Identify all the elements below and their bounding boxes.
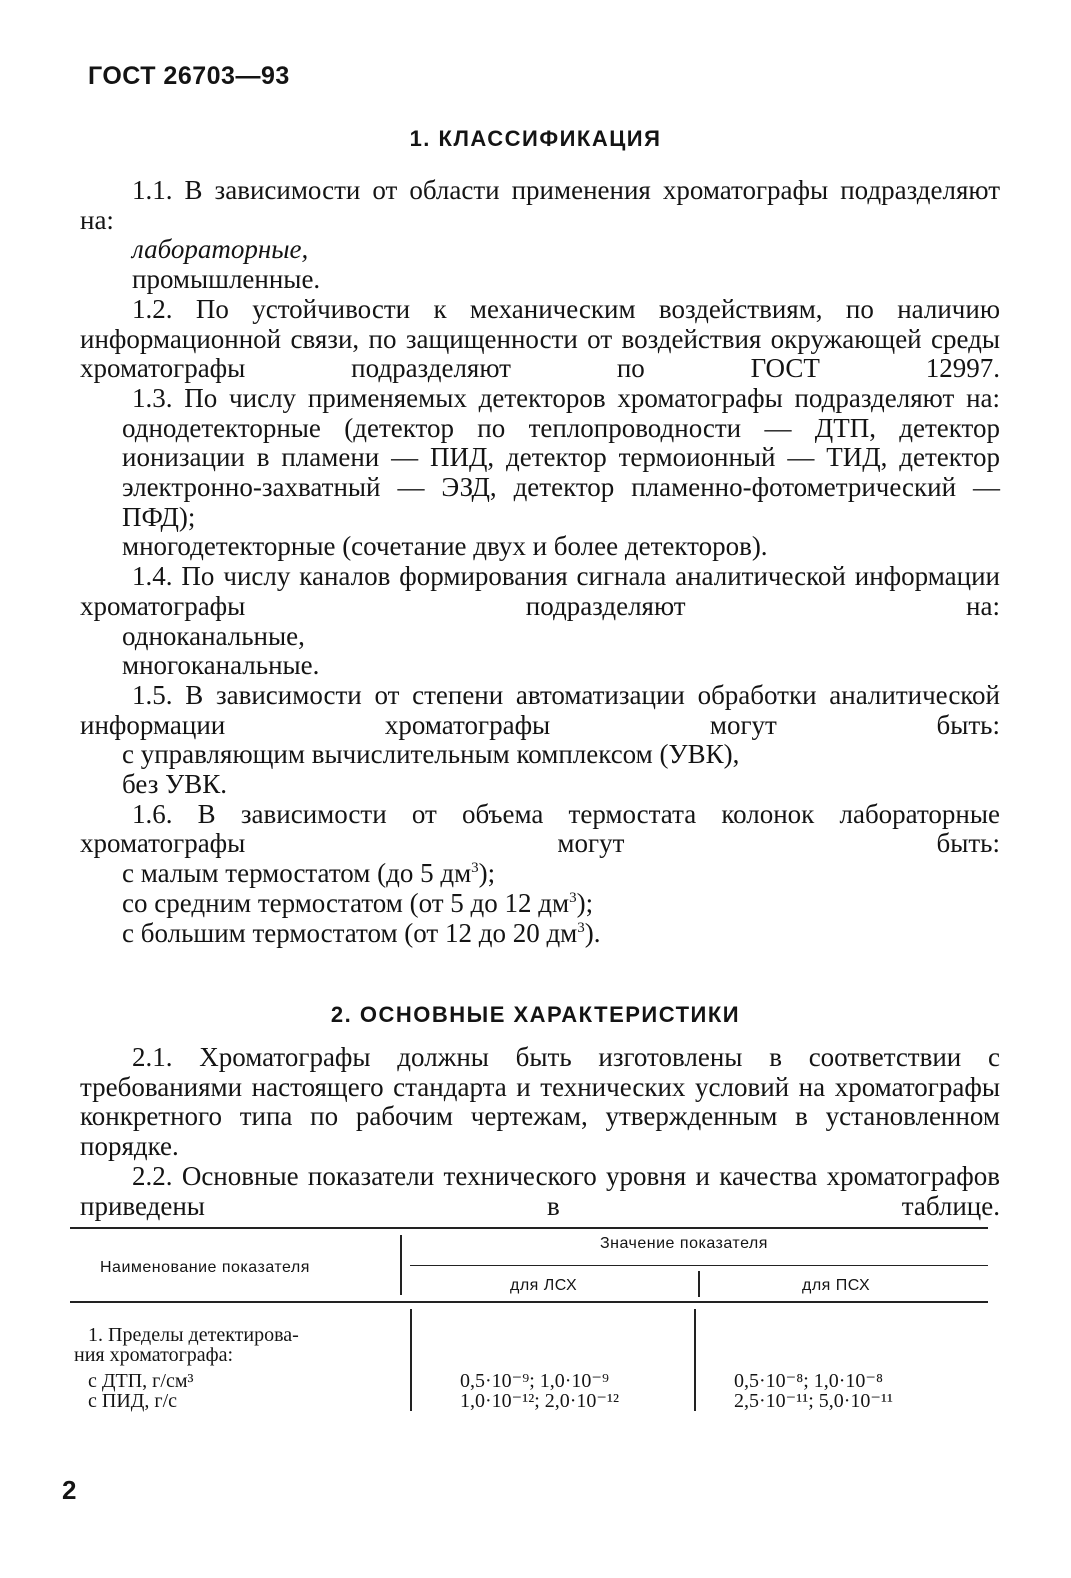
- list-item: лабораторные,: [132, 234, 309, 265]
- section-1-title: 1. КЛАССИФИКАЦИЯ: [409, 126, 662, 151]
- column-header-psx: для ПСХ: [802, 1277, 871, 1294]
- table-cell-value: 1,0·10⁻¹²; 2,0·10⁻¹²: [460, 1390, 619, 1412]
- table-cell-name: с ДТП, г/см³: [88, 1370, 194, 1392]
- table-group-rule: [410, 1265, 988, 1266]
- column-header-name: Наименование показателя: [100, 1259, 310, 1276]
- paragraph-1-2: 1.2. По устойчивости к механическим воздействиям, по наличию информационной связи, по защищенности от воздействия окружающей среды хроматографы подразделяют по ГОСТ 12997.: [80, 293, 1000, 384]
- table-header-rule: [70, 1301, 988, 1303]
- column-group-header: Значение показателя: [600, 1235, 768, 1252]
- document-header: ГОСТ 26703—93: [88, 62, 290, 90]
- table-cell-name: с ПИД, г/с: [88, 1390, 178, 1412]
- section-1-body: [80, 176, 1000, 948]
- column-header-lsx: для ЛСХ: [510, 1277, 578, 1294]
- list-item: одноканальные,: [122, 620, 305, 651]
- paragraph-1-6: 1.6. В зависимости от объема термостата колонок лабораторные хроматографы могут быть:: [80, 798, 1000, 859]
- table-cell-name: 1. Пределы детектирова-: [88, 1324, 299, 1346]
- list-item: с управляющим вычислительным комплексом (УВК),: [122, 739, 740, 770]
- table-cell-value: 2,5·10⁻¹¹; 5,0·10⁻¹¹: [734, 1390, 893, 1412]
- table-cell-name: ния хроматографа:: [74, 1344, 234, 1366]
- paragraph-2-2: 2.2. Основные показатели технического уровня и качества хроматографов приведены в таблице.: [80, 1160, 1000, 1221]
- table-cell-value: 0,5·10⁻⁹; 1,0·10⁻⁹: [460, 1370, 609, 1392]
- table-top-rule: [70, 1227, 988, 1229]
- table-divider: [698, 1271, 700, 1297]
- list-item: со средним термостатом (от 5 до 12 $дм^3$);: [122, 887, 594, 918]
- table-cell-value: 0,5·10⁻⁸; 1,0·10⁻⁸: [734, 1370, 883, 1392]
- list-item: промышленные.: [132, 264, 321, 295]
- list-item: без УВК.: [122, 769, 227, 800]
- paragraph-2-1: 2.1. Хроматографы должны быть изготовлены в соответствии с требованиями настоящего стандарта и технических условий на хроматографы конкретного типа по рабочим чертежам, утвержденным в установленном порядке.: [80, 1042, 1000, 1162]
- list-item-multi-detector: многодетекторные (сочетание двух и более детекторов).: [122, 531, 768, 562]
- page-number: 2: [62, 1475, 77, 1505]
- section-2-title: 2. ОСНОВНЫЕ ХАРАКТЕРИСТИКИ: [330, 1002, 741, 1027]
- table-divider: [694, 1309, 696, 1411]
- list-item: многоканальные.: [122, 650, 320, 681]
- table-divider: [410, 1309, 412, 1411]
- list-item: с большим термостатом (от 12 до 20 $дм^3$).: [122, 917, 601, 948]
- paragraph-1-3: 1.3. По числу применяемых детекторов хроматографы подразделяют на:: [132, 382, 1000, 413]
- paragraph-1-1: 1.1. В зависимости от области применения хроматографы подразделяют на:: [80, 175, 1000, 235]
- paragraph-1-4: 1.4. По числу каналов формирования сигнала аналитической информации хроматографы подразделяют на:: [80, 561, 1000, 621]
- list-item-single-detector: однодетекторные (детектор по теплопроводности — ДТП, детектор ионизации в пламени — ПИД, детектор термоионный — ТИД, детектор электронно-захватный — ЭЗД, детектор пламенно-фотометрический — ПФД);: [122, 412, 1000, 532]
- table-divider: [400, 1235, 402, 1295]
- list-item: с малым термостатом (до 5 $дм^3$);: [122, 858, 496, 889]
- paragraph-1-5: 1.5. В зависимости от степени автоматизации обработки аналитической информации хроматографы могут быть:: [80, 679, 1000, 740]
- section-2-body: [80, 1043, 1000, 1221]
- characteristics-table: [70, 1227, 988, 1412]
